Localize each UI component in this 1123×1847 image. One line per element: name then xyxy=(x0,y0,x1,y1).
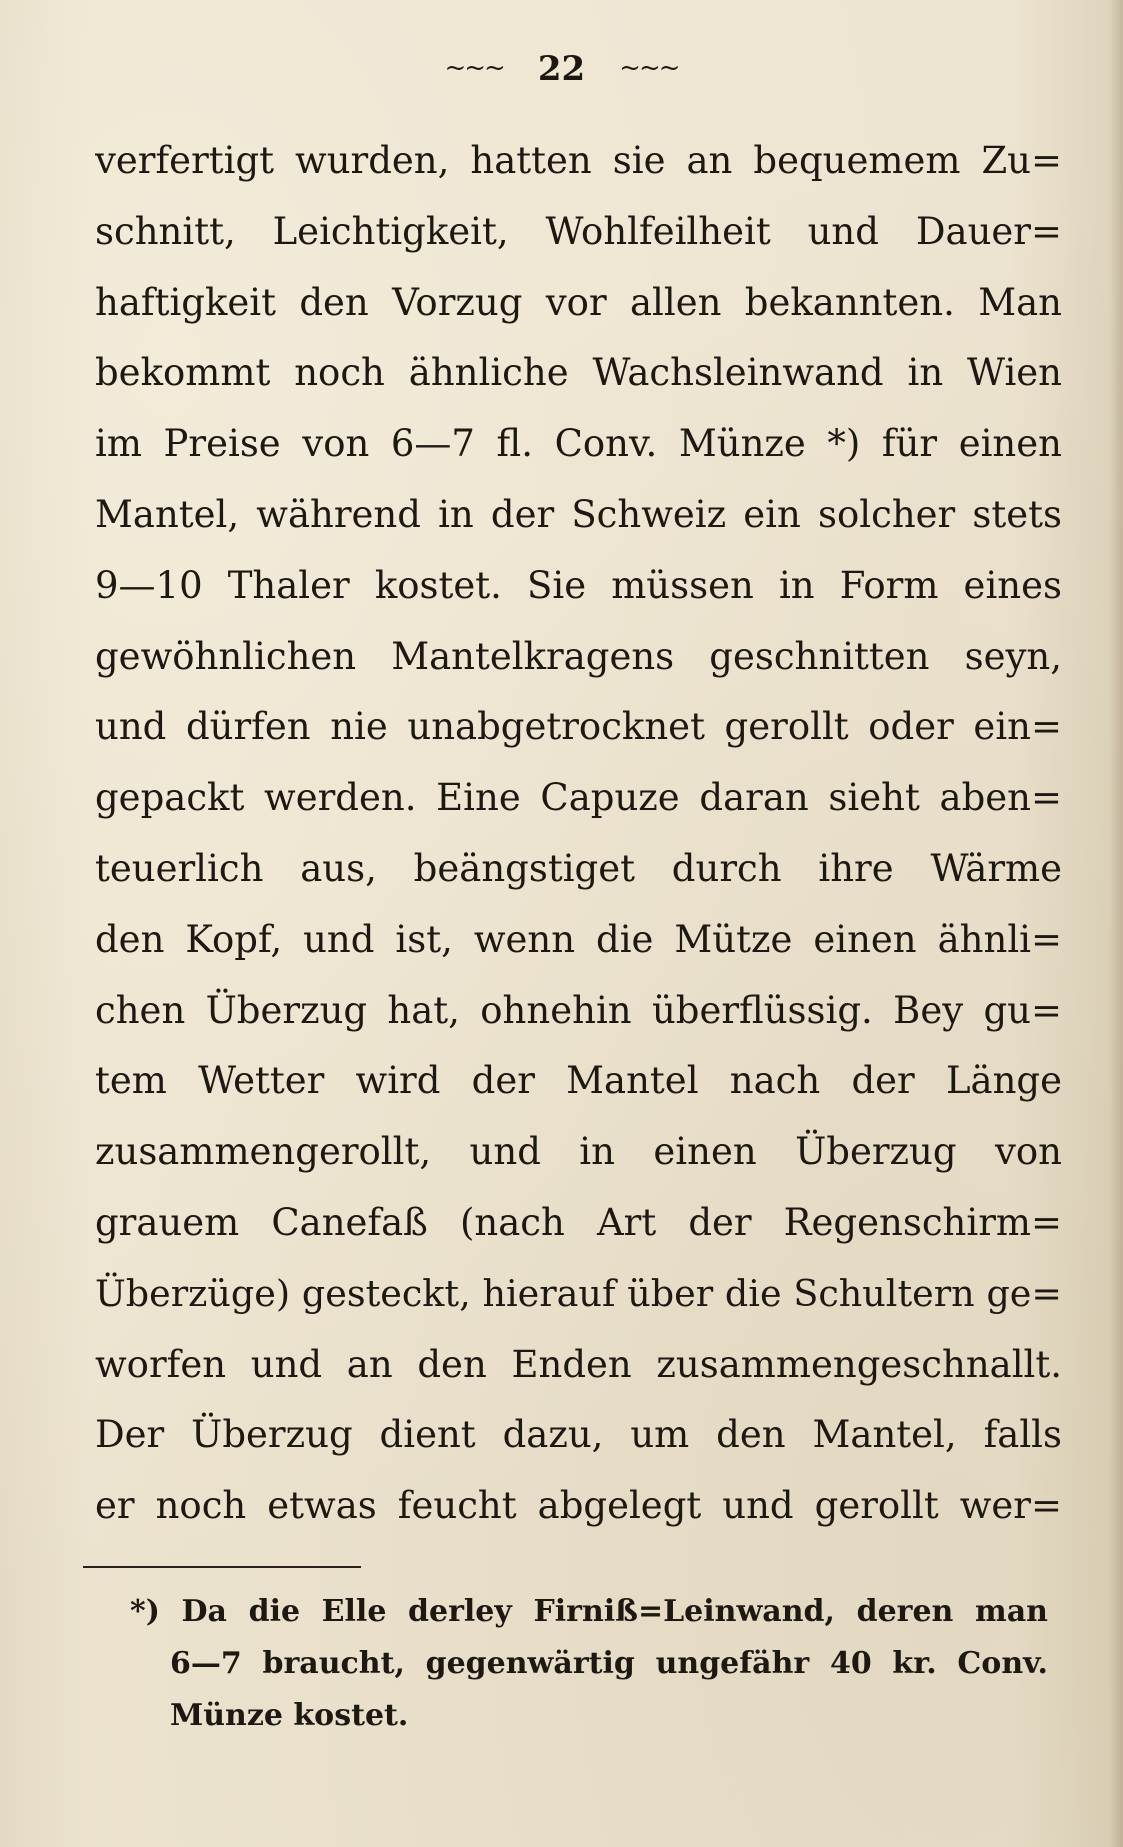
footnote-line: Münze kostet. xyxy=(170,1698,409,1733)
text-line: 9—10 Thaler kostet. Sie müssen in Form eines xyxy=(95,563,1062,607)
text-line: worfen und an den Enden zusammengeschnallt. xyxy=(95,1342,1062,1386)
footnote-rule xyxy=(83,1566,361,1568)
running-head xyxy=(0,48,1123,89)
text-line: gewöhnlichen Mantelkragens geschnitten seyn, xyxy=(95,634,1062,678)
footnote-line: *) Da die Elle derley Firniß=Leinwand, deren man xyxy=(130,1594,1048,1629)
text-line: verfertigt wurden, hatten sie an bequemem Zu= xyxy=(95,139,1062,182)
ornament-left: ~~~ xyxy=(444,53,504,83)
text-line: im Preise von 6—7 fl. Conv. Münze *) für einen xyxy=(95,422,1062,466)
text-line: und dürfen nie unabgetrocknet gerollt oder ein= xyxy=(95,705,1062,749)
text-line: gepackt werden. Eine Capuze daran sieht aben= xyxy=(95,776,1062,820)
text-line: Der Überzug dient dazu, um den Mantel, falls xyxy=(95,1413,1062,1457)
text-line: bekommt noch ähnliche Wachsleinwand in Wien xyxy=(95,351,1062,395)
body-text xyxy=(95,126,1062,1542)
ornament-right: ~~~ xyxy=(619,53,679,83)
text-line: Mantel, während in der Schweiz ein solcher stets xyxy=(95,492,1062,536)
text-line: schnitt, Leichtigkeit, Wohlfeilheit und Dauer= xyxy=(95,209,1062,253)
text-line: grauem Canefaß (nach Art der Regenschirm= xyxy=(95,1200,1062,1244)
text-line: teuerlich aus, beängstiget durch ihre Wärme xyxy=(95,846,1062,890)
page-number: 22 xyxy=(537,49,586,89)
text-line: Überzüge) gesteckt, hierauf über die Schultern ge= xyxy=(95,1271,1062,1315)
page-edge-shadow xyxy=(1109,0,1123,1847)
text-line: tem Wetter wird der Mantel nach der Länge xyxy=(95,1059,1062,1103)
text-line: haftigkeit den Vorzug vor allen bekannten. Man xyxy=(95,280,1062,324)
text-line: zusammengerollt, und in einen Überzug von xyxy=(95,1130,1062,1174)
footnote-line: 6—7 braucht, gegenwärtig ungefähr 40 kr. Conv. xyxy=(170,1646,1048,1681)
text-line: den Kopf, und ist, wenn die Mütze einen ähnli= xyxy=(95,917,1062,961)
text-line: chen Überzug hat, ohnehin überflüssig. Bey gu= xyxy=(95,988,1062,1032)
text-line: er noch etwas feucht abgelegt und gerollt wer= xyxy=(95,1484,1062,1528)
